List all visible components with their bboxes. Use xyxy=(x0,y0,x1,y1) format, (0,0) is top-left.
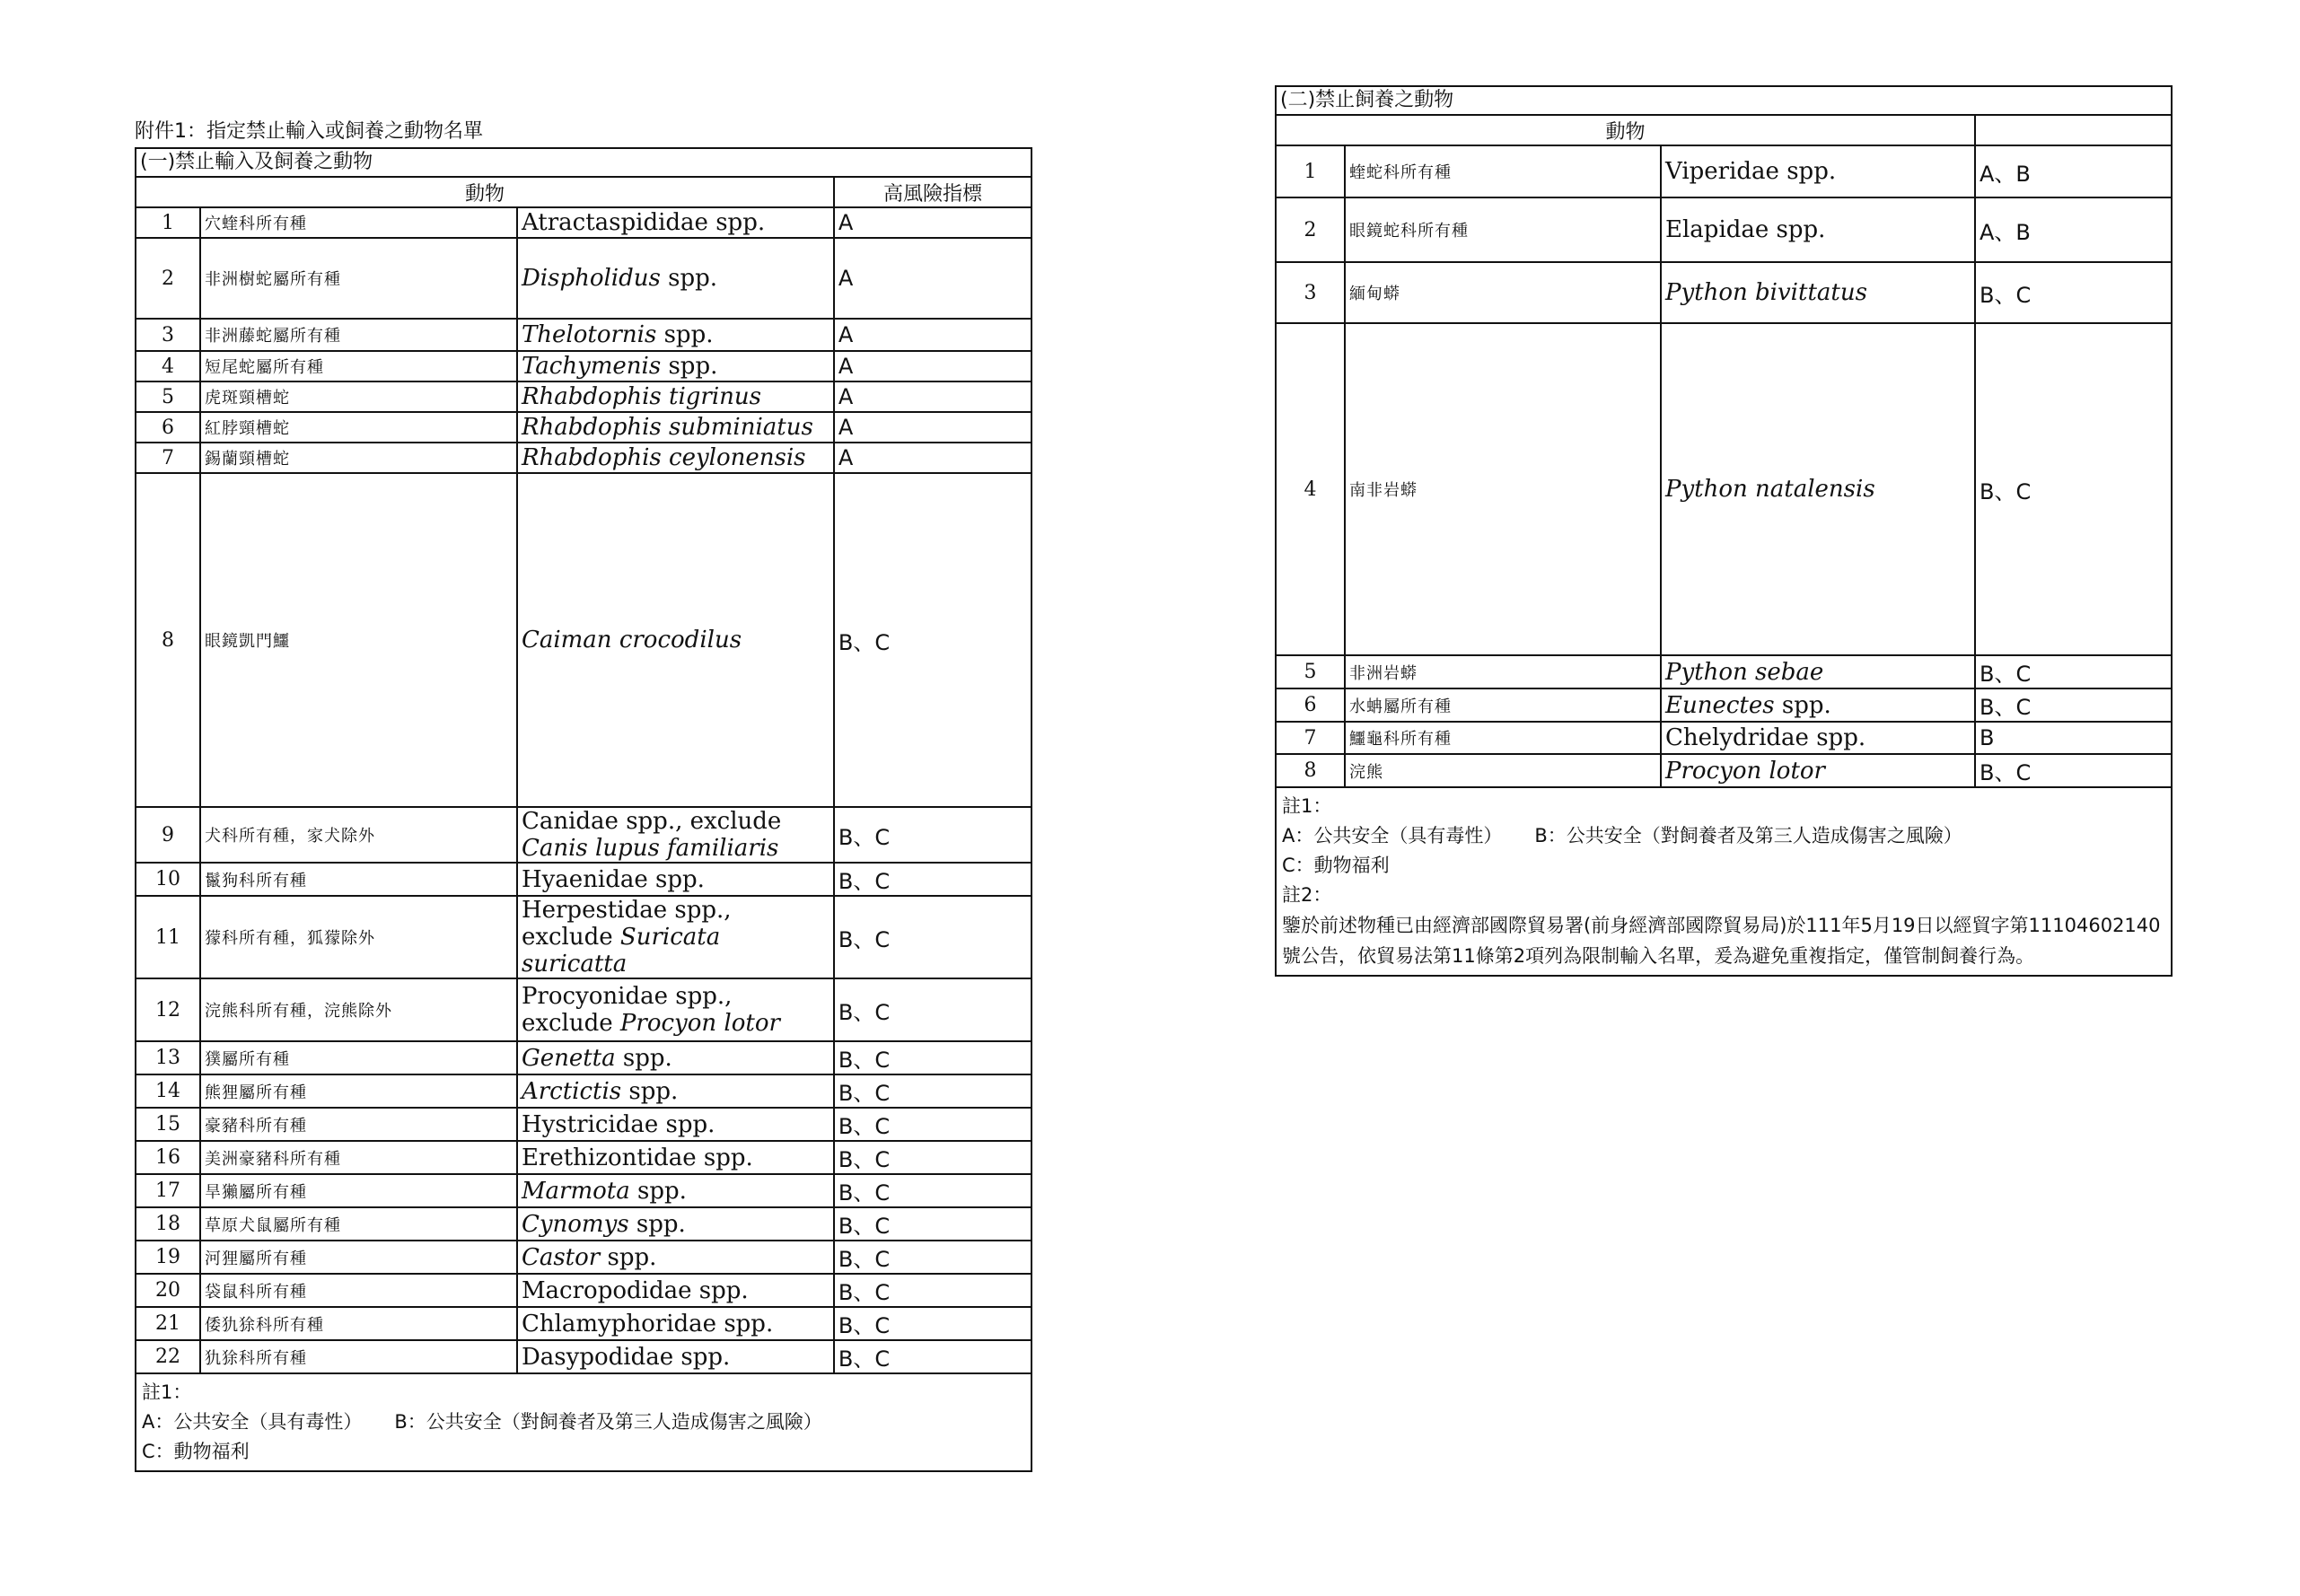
scientific-name xyxy=(1661,655,1975,688)
scientific-name-italic: Tachymenis xyxy=(521,353,662,380)
risk-indicator: A xyxy=(834,381,1031,412)
scientific-name-italic: Rhabdophis tigrinus xyxy=(521,383,761,410)
common-name: 浣熊 xyxy=(1345,754,1661,787)
table-row xyxy=(136,863,1031,896)
scientific-name-text: Elapidae spp. xyxy=(1665,216,1826,243)
table-row xyxy=(136,1241,1031,1274)
common-name: 錫蘭頸槽蛇 xyxy=(200,443,517,473)
scientific-name xyxy=(517,863,834,896)
scientific-name-text: Dasypodidae spp. xyxy=(521,1343,731,1371)
common-name: 眼鏡凱門鱷 xyxy=(200,473,517,807)
risk-indicator: A xyxy=(834,443,1031,473)
row-number: 2 xyxy=(136,238,200,319)
row-number: 11 xyxy=(136,896,200,978)
scientific-name-suffix: spp. xyxy=(621,1077,679,1105)
row-number: 10 xyxy=(136,863,200,896)
row-number: 6 xyxy=(1277,688,1345,722)
row-number: 2 xyxy=(1277,197,1345,262)
common-name: 緬甸蟒 xyxy=(1345,262,1661,323)
row-number: 15 xyxy=(136,1108,200,1141)
common-name: 草原犬鼠屬所有種 xyxy=(200,1207,517,1241)
risk-indicator: B、C xyxy=(834,1108,1031,1141)
risk-indicator: B、C xyxy=(834,863,1031,896)
scientific-name xyxy=(517,238,834,319)
row-number: 19 xyxy=(136,1241,200,1274)
table-row xyxy=(136,1174,1031,1207)
row-number: 14 xyxy=(136,1074,200,1108)
note-c: C：動物福利 xyxy=(142,1441,250,1462)
right-page xyxy=(1275,85,2173,977)
scientific-name-text: Macropodidae spp. xyxy=(521,1276,749,1304)
common-name: 短尾蛇屬所有種 xyxy=(200,351,517,381)
row-number: 6 xyxy=(136,412,200,443)
table-row xyxy=(136,1307,1031,1340)
header-animal: 動物 xyxy=(1277,115,1975,145)
scientific-name-suffix: spp. xyxy=(1774,691,1831,719)
risk-indicator: B、C xyxy=(834,978,1031,1041)
section-title-prohibited-keeping: (二)禁止飼養之動物 xyxy=(1280,89,1454,111)
scientific-name-italic: Python sebae xyxy=(1665,658,1824,686)
scientific-name-italic: Marmota xyxy=(521,1177,630,1205)
scientific-name-text: Atractaspididae spp. xyxy=(521,209,766,236)
note-1-label: 註1： xyxy=(1282,795,1332,817)
common-name: 獛屬所有種 xyxy=(200,1041,517,1074)
scientific-name xyxy=(517,319,834,351)
scientific-name-text: Chelydridae spp. xyxy=(1665,724,1866,751)
risk-indicator: B、C xyxy=(834,473,1031,807)
scientific-name xyxy=(517,896,834,978)
scientific-name-italic: Caiman crocodilus xyxy=(521,627,742,653)
scientific-name-text: Erethizontidae spp. xyxy=(521,1144,753,1171)
row-number: 7 xyxy=(1277,722,1345,754)
document-title: 附件1：指定禁止輸入或飼養之動物名單 xyxy=(135,117,1032,149)
table-row xyxy=(136,1207,1031,1241)
risk-indicator: B、C xyxy=(1975,688,2171,722)
scientific-name-text: Chlamyphoridae spp. xyxy=(521,1310,774,1337)
row-number: 21 xyxy=(136,1307,200,1340)
risk-indicator: B、C xyxy=(834,1041,1031,1074)
table-row xyxy=(136,978,1031,1041)
scientific-name xyxy=(1661,688,1975,722)
scientific-name-suffix: spp. xyxy=(600,1243,657,1271)
scientific-name xyxy=(517,1340,834,1373)
scientific-name xyxy=(517,1141,834,1174)
scientific-name-italic: Python natalensis xyxy=(1665,476,1875,503)
common-name: 水蚺屬所有種 xyxy=(1345,688,1661,722)
scientific-name-italic: Genetta xyxy=(521,1044,616,1072)
risk-indicator: B xyxy=(1975,722,2171,754)
table-row xyxy=(136,319,1031,351)
table-row xyxy=(136,807,1031,863)
header-risk-indicator: 高風險指標 xyxy=(834,177,1031,207)
scientific-name-suffix: spp. xyxy=(661,353,718,380)
scientific-name-italic: Dispholidus xyxy=(521,265,661,292)
scientific-name-italic: Cynomys xyxy=(521,1210,629,1238)
table-row xyxy=(136,381,1031,412)
left-notes xyxy=(136,1374,1031,1470)
scientific-name xyxy=(517,412,834,443)
risk-indicator: A、B xyxy=(1975,197,2171,262)
scientific-name xyxy=(517,207,834,238)
common-name: 紅脖頸槽蛇 xyxy=(200,412,517,443)
row-number: 13 xyxy=(136,1041,200,1074)
scientific-name xyxy=(1661,262,1975,323)
scientific-name xyxy=(517,1041,834,1074)
header-animal: 動物 xyxy=(136,177,834,207)
table-row xyxy=(1277,197,2171,262)
table-row xyxy=(1277,655,2171,688)
common-name: 南非岩蟒 xyxy=(1345,323,1661,655)
common-name: 浣熊科所有種，浣熊除外 xyxy=(200,978,517,1041)
common-name: 虎斑頸槽蛇 xyxy=(200,381,517,412)
note-2-label: 註2： xyxy=(1282,884,1332,906)
scientific-name-suffix: spp. xyxy=(615,1044,672,1072)
risk-indicator: B、C xyxy=(834,1241,1031,1274)
table-row xyxy=(136,412,1031,443)
scientific-name xyxy=(517,1241,834,1274)
left-table-frame xyxy=(135,149,1032,1472)
risk-indicator: A xyxy=(834,207,1031,238)
scientific-name xyxy=(517,381,834,412)
risk-indicator: B、C xyxy=(834,1207,1031,1241)
prohibited-keeping-table xyxy=(1277,114,2171,788)
row-number: 8 xyxy=(1277,754,1345,787)
scientific-name-suffix: spp. xyxy=(629,1177,687,1205)
note-a: A：公共安全（具有毒性） xyxy=(1282,825,1503,846)
common-name: 犬科所有種，家犬除外 xyxy=(200,807,517,863)
table-row xyxy=(136,1141,1031,1174)
scientific-name xyxy=(1661,197,1975,262)
risk-indicator: B、C xyxy=(834,1174,1031,1207)
common-name: 河狸屬所有種 xyxy=(200,1241,517,1274)
prohibited-keeping-rows xyxy=(1277,145,2171,787)
scientific-name-suffix: spp. xyxy=(660,265,718,292)
row-number: 20 xyxy=(136,1274,200,1307)
scientific-name-italic: Procyon lotor xyxy=(1665,757,1825,785)
table-row xyxy=(136,207,1031,238)
table-row xyxy=(1277,722,2171,754)
scientific-name xyxy=(517,978,834,1041)
scientific-name-italic: Python bivittatus xyxy=(1665,279,1867,306)
common-name: 非洲藤蛇屬所有種 xyxy=(200,319,517,351)
table-row xyxy=(1277,688,2171,722)
table-row xyxy=(136,351,1031,381)
row-number: 3 xyxy=(136,319,200,351)
common-name: 鱷龜科所有種 xyxy=(1345,722,1661,754)
common-name: 非洲樹蛇屬所有種 xyxy=(200,238,517,319)
scientific-name xyxy=(517,1174,834,1207)
common-name: 獴科所有種，狐獴除外 xyxy=(200,896,517,978)
row-number: 3 xyxy=(1277,262,1345,323)
scientific-name-text: Hystricidae spp. xyxy=(521,1110,715,1138)
risk-indicator: A xyxy=(834,412,1031,443)
row-number: 7 xyxy=(136,443,200,473)
scientific-name-suffix: spp. xyxy=(656,321,714,348)
row-number: 1 xyxy=(136,207,200,238)
risk-indicator: A xyxy=(834,319,1031,351)
common-name: 熊狸屬所有種 xyxy=(200,1074,517,1108)
scientific-name xyxy=(517,473,834,807)
table-row xyxy=(136,1108,1031,1141)
risk-indicator: B、C xyxy=(834,896,1031,978)
risk-indicator: B、C xyxy=(834,1340,1031,1373)
note-2-text: 鑒於前述物種已由經濟部國際貿易署(前身經濟部國際貿易局)於111年5月19日以經貿字第11104602140號公告，依貿易法第11條第2項列為限制輸入名單，爰為避免重複指定，僅管制飼養行為。 xyxy=(1282,915,2161,967)
scientific-name xyxy=(1661,722,1975,754)
risk-indicator: B、C xyxy=(834,1274,1031,1307)
left-page xyxy=(135,117,1032,1472)
scientific-name-suffix: spp. xyxy=(628,1210,686,1238)
table-row xyxy=(136,1074,1031,1108)
table-row xyxy=(136,238,1031,319)
common-name: 豪豬科所有種 xyxy=(200,1108,517,1141)
scientific-name-italic: Canis lupus familiaris xyxy=(521,835,779,862)
row-number: 12 xyxy=(136,978,200,1041)
common-name: 袋鼠科所有種 xyxy=(200,1274,517,1307)
row-number: 22 xyxy=(136,1340,200,1373)
row-number: 16 xyxy=(136,1141,200,1174)
common-name: 非洲岩蟒 xyxy=(1345,655,1661,688)
scientific-name-italic: Castor xyxy=(521,1243,601,1271)
table-row xyxy=(136,1041,1031,1074)
scientific-name-text: Viperidae spp. xyxy=(1665,158,1837,185)
risk-indicator: B、C xyxy=(834,1074,1031,1108)
table-header-row xyxy=(136,177,1031,207)
risk-indicator: A xyxy=(834,238,1031,319)
note-ab-line xyxy=(142,1407,1025,1437)
table-row xyxy=(1277,262,2171,323)
note-label: 註1： xyxy=(142,1381,192,1403)
table-header-row xyxy=(1277,115,2171,145)
row-number: 8 xyxy=(136,473,200,807)
common-name: 蝰蛇科所有種 xyxy=(1345,145,1661,197)
scientific-name-text: Hyaenidae spp. xyxy=(521,865,705,893)
scientific-name xyxy=(517,443,834,473)
table-row xyxy=(136,1340,1031,1373)
table-row xyxy=(136,443,1031,473)
note-c: C：動物福利 xyxy=(1282,855,1390,876)
row-number: 5 xyxy=(136,381,200,412)
scientific-name xyxy=(517,1307,834,1340)
risk-indicator: B、C xyxy=(1975,655,2171,688)
row-number: 4 xyxy=(1277,323,1345,655)
row-number: 4 xyxy=(136,351,200,381)
right-table-frame xyxy=(1275,85,2173,977)
risk-indicator: B、C xyxy=(834,807,1031,863)
table-row xyxy=(136,1274,1031,1307)
common-name: 鬣狗科所有種 xyxy=(200,863,517,896)
risk-indicator: B、C xyxy=(834,1141,1031,1174)
table-row xyxy=(1277,323,2171,655)
prohibited-import-rows xyxy=(136,207,1031,1373)
scientific-name-text: Canidae spp., exclude xyxy=(521,808,782,835)
scientific-name xyxy=(1661,145,1975,197)
risk-indicator: B、C xyxy=(1975,262,2171,323)
scientific-name-italic: Procyon lotor xyxy=(619,1010,780,1037)
scientific-name xyxy=(517,1274,834,1307)
common-name: 美洲豪豬科所有種 xyxy=(200,1141,517,1174)
common-name: 犰狳科所有種 xyxy=(200,1340,517,1373)
note-ab-line xyxy=(1282,821,2165,851)
scientific-name-text: Procyonidae spp., exclude xyxy=(521,983,733,1037)
row-number: 1 xyxy=(1277,145,1345,197)
scientific-name xyxy=(1661,323,1975,655)
table-row xyxy=(1277,145,2171,197)
note-b: B：公共安全（對飼養者及第三人造成傷害之風險） xyxy=(1534,825,1962,846)
scientific-name xyxy=(517,1108,834,1141)
scientific-name xyxy=(517,1074,834,1108)
risk-indicator: B、C xyxy=(1975,754,2171,787)
scientific-name-italic: Rhabdophis ceylonensis xyxy=(521,444,806,471)
scientific-name-italic: Eunectes xyxy=(1665,691,1775,719)
prohibited-import-table xyxy=(136,176,1031,1374)
header-risk-indicator xyxy=(1975,115,2171,145)
row-number: 5 xyxy=(1277,655,1345,688)
section-title-prohibited-import: (一)禁止輸入及飼養之動物 xyxy=(140,151,373,173)
scientific-name-italic: Arctictis xyxy=(521,1077,622,1105)
right-notes xyxy=(1277,788,2171,975)
row-number: 17 xyxy=(136,1174,200,1207)
risk-indicator: B、C xyxy=(1975,323,2171,655)
common-name: 穴蝰科所有種 xyxy=(200,207,517,238)
table-row xyxy=(1277,754,2171,787)
scientific-name xyxy=(517,1207,834,1241)
risk-indicator: B、C xyxy=(834,1307,1031,1340)
common-name: 旱獺屬所有種 xyxy=(200,1174,517,1207)
scientific-name-italic: Rhabdophis subminiatus xyxy=(521,414,813,441)
scientific-name xyxy=(1661,754,1975,787)
note-a: A：公共安全（具有毒性） xyxy=(142,1411,363,1433)
scientific-name-italic: Thelotornis xyxy=(521,321,657,348)
table-row xyxy=(136,896,1031,978)
scientific-name-italic: Suricata suricatta xyxy=(521,924,721,978)
risk-indicator: A xyxy=(834,351,1031,381)
note-b: B：公共安全（對飼養者及第三人造成傷害之風險） xyxy=(394,1411,822,1433)
row-number: 9 xyxy=(136,807,200,863)
scientific-name-text: Herpestidae spp., exclude xyxy=(521,897,732,951)
row-number: 18 xyxy=(136,1207,200,1241)
scientific-name xyxy=(517,351,834,381)
risk-indicator: A、B xyxy=(1975,145,2171,197)
common-name: 眼鏡蛇科所有種 xyxy=(1345,197,1661,262)
table-row xyxy=(136,473,1031,807)
scientific-name xyxy=(517,807,834,863)
common-name: 倭犰狳科所有種 xyxy=(200,1307,517,1340)
